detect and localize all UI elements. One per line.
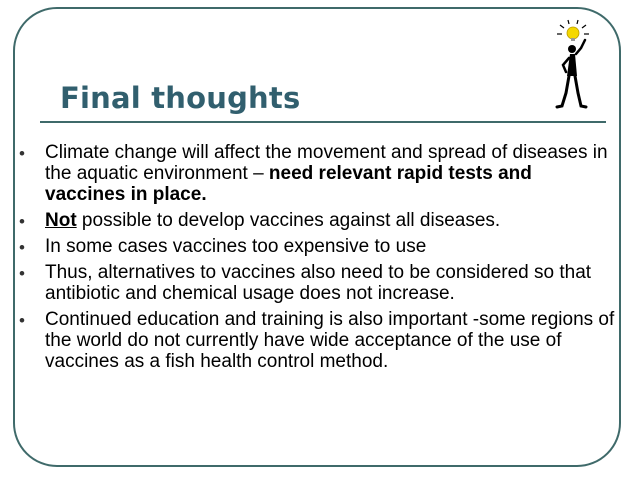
bullet-marker: •	[19, 144, 25, 163]
list-item	[16, 142, 616, 205]
bullet-marker: •	[19, 264, 25, 283]
bullet-marker: •	[19, 212, 25, 231]
list-item	[16, 210, 616, 231]
bullet-text: Thus, alternatives to vaccines also need to be considered so that antibiotic and chemical usage does not increase.	[45, 262, 592, 304]
title-divider	[40, 121, 606, 123]
bullet-marker: •	[19, 311, 25, 330]
bullet-emphasis-text: need relevant rapid tests and vaccines in place.	[45, 163, 532, 205]
lightbulb-idea-figure-icon	[548, 18, 598, 113]
bullet-list	[16, 142, 616, 377]
bullet-emphasis-text: Not	[45, 210, 77, 231]
bullet-text: In some cases vaccines too expensive to use	[45, 236, 427, 257]
bullet-text: Climate change will affect the movement and spread of diseases in the aquatic environment –	[45, 142, 608, 184]
slide-title: Final thoughts	[60, 81, 301, 115]
bullet-text: possible to develop vaccines against all diseases.	[76, 210, 501, 231]
list-item	[16, 236, 616, 257]
list-item	[16, 262, 616, 304]
bullet-text: Continued education and training is also important -some regions of the world do not currently have wide acceptance of the use of vaccines as a fish health control method.	[45, 309, 615, 372]
list-item	[16, 309, 616, 372]
bullet-marker: •	[19, 238, 25, 257]
